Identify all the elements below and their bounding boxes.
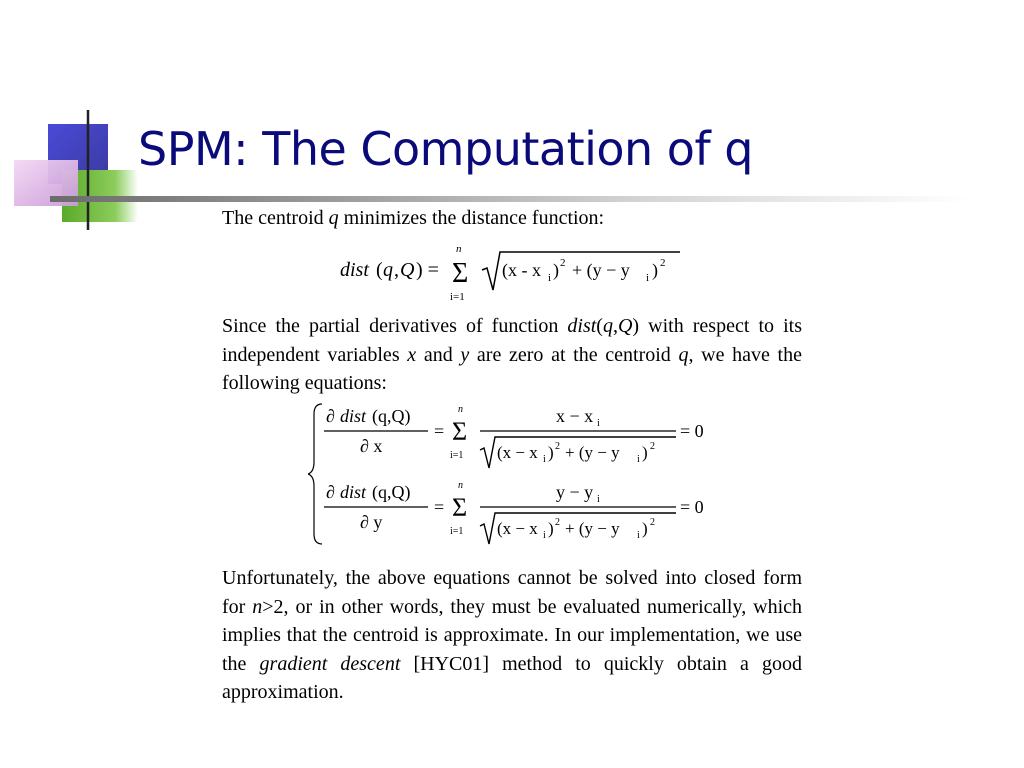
svg-text:x − x: x − x — [556, 406, 594, 426]
svg-text:(q,Q): (q,Q) — [372, 406, 411, 426]
svg-text:): ) — [548, 519, 554, 538]
svg-text:i: i — [548, 272, 552, 284]
svg-text:∂: ∂ — [326, 406, 335, 426]
svg-text:2: 2 — [555, 517, 560, 528]
svg-text:+ (y − y: + (y − y — [572, 260, 630, 280]
svg-text:i: i — [597, 494, 600, 505]
svg-text:(x - x: (x - x — [502, 260, 541, 280]
svg-text:): ) — [642, 443, 648, 462]
svg-text:): ) — [548, 443, 554, 462]
svg-text:Q: Q — [400, 259, 415, 281]
svg-text:i=1: i=1 — [450, 450, 464, 461]
svg-text:i: i — [543, 454, 546, 465]
svg-text:= 0: = 0 — [680, 421, 704, 441]
svg-text:(x − x: (x − x — [497, 519, 538, 538]
svg-text:i: i — [597, 418, 600, 429]
svg-text:= 0: = 0 — [680, 497, 704, 517]
svg-text:Σ: Σ — [452, 417, 468, 446]
svg-text:i=1: i=1 — [450, 291, 465, 303]
svg-text:n: n — [458, 404, 463, 415]
intro-paragraph: The centroid q minimizes the distance function: — [222, 207, 605, 229]
svg-text:,: , — [394, 259, 399, 281]
svg-text:i: i — [543, 530, 546, 541]
svg-text:2: 2 — [560, 257, 566, 269]
slide-corner-decoration — [0, 0, 140, 240]
svg-text:dist: dist — [340, 259, 369, 281]
svg-text:) =: ) = — [416, 259, 439, 281]
svg-text:Σ: Σ — [452, 493, 468, 522]
svg-text:dist: dist — [340, 406, 367, 426]
title-divider — [50, 196, 970, 202]
svg-text:+ (y − y: + (y − y — [565, 443, 620, 462]
svg-text:i=1: i=1 — [450, 526, 464, 537]
derivatives-paragraph: Since the partial derivatives of function dist(q,Q) with respect to its independent variables x and y are zero at the centroid q, we have the following equations: — [222, 315, 802, 394]
svg-text:=: = — [434, 497, 445, 517]
svg-text:y − y: y − y — [556, 482, 594, 502]
svg-text:i: i — [637, 454, 640, 465]
svg-text:2: 2 — [650, 441, 655, 452]
svg-text:=: = — [434, 421, 445, 441]
svg-text:dist: dist — [340, 482, 367, 502]
svg-text:i: i — [637, 530, 640, 541]
svg-text:+ (y − y: + (y − y — [565, 519, 620, 538]
svg-text:2: 2 — [555, 441, 560, 452]
svg-text:): ) — [652, 260, 658, 280]
svg-text:2: 2 — [650, 517, 655, 528]
svg-text:i: i — [646, 272, 650, 284]
svg-text:(q,Q): (q,Q) — [372, 482, 411, 502]
page-title: SPM: The Computation of q — [138, 122, 753, 176]
svg-text:∂ y: ∂ y — [360, 512, 383, 532]
svg-text:): ) — [642, 519, 648, 538]
partial-derivative-equations — [308, 400, 728, 550]
svg-text:Σ: Σ — [452, 258, 469, 289]
svg-text:): ) — [553, 260, 559, 280]
conclusion-paragraph: Unfortunately, the above equations cannot be solved into closed form for n>2, or in other words, they must be evaluated numerically, which implies that the centroid is approximate. In our implementation, we use the gradient descent [HYC01] method to quickly obtain a good approximation. — [222, 567, 802, 703]
svg-text:(: ( — [376, 259, 383, 281]
distance-formula — [332, 238, 692, 304]
svg-text:(x − x: (x − x — [497, 443, 538, 462]
svg-text:∂ x: ∂ x — [360, 436, 383, 456]
svg-text:n: n — [458, 480, 463, 491]
svg-text:q: q — [383, 259, 393, 281]
svg-text:∂: ∂ — [326, 482, 335, 502]
svg-text:2: 2 — [660, 257, 666, 269]
svg-text:n: n — [456, 243, 462, 255]
